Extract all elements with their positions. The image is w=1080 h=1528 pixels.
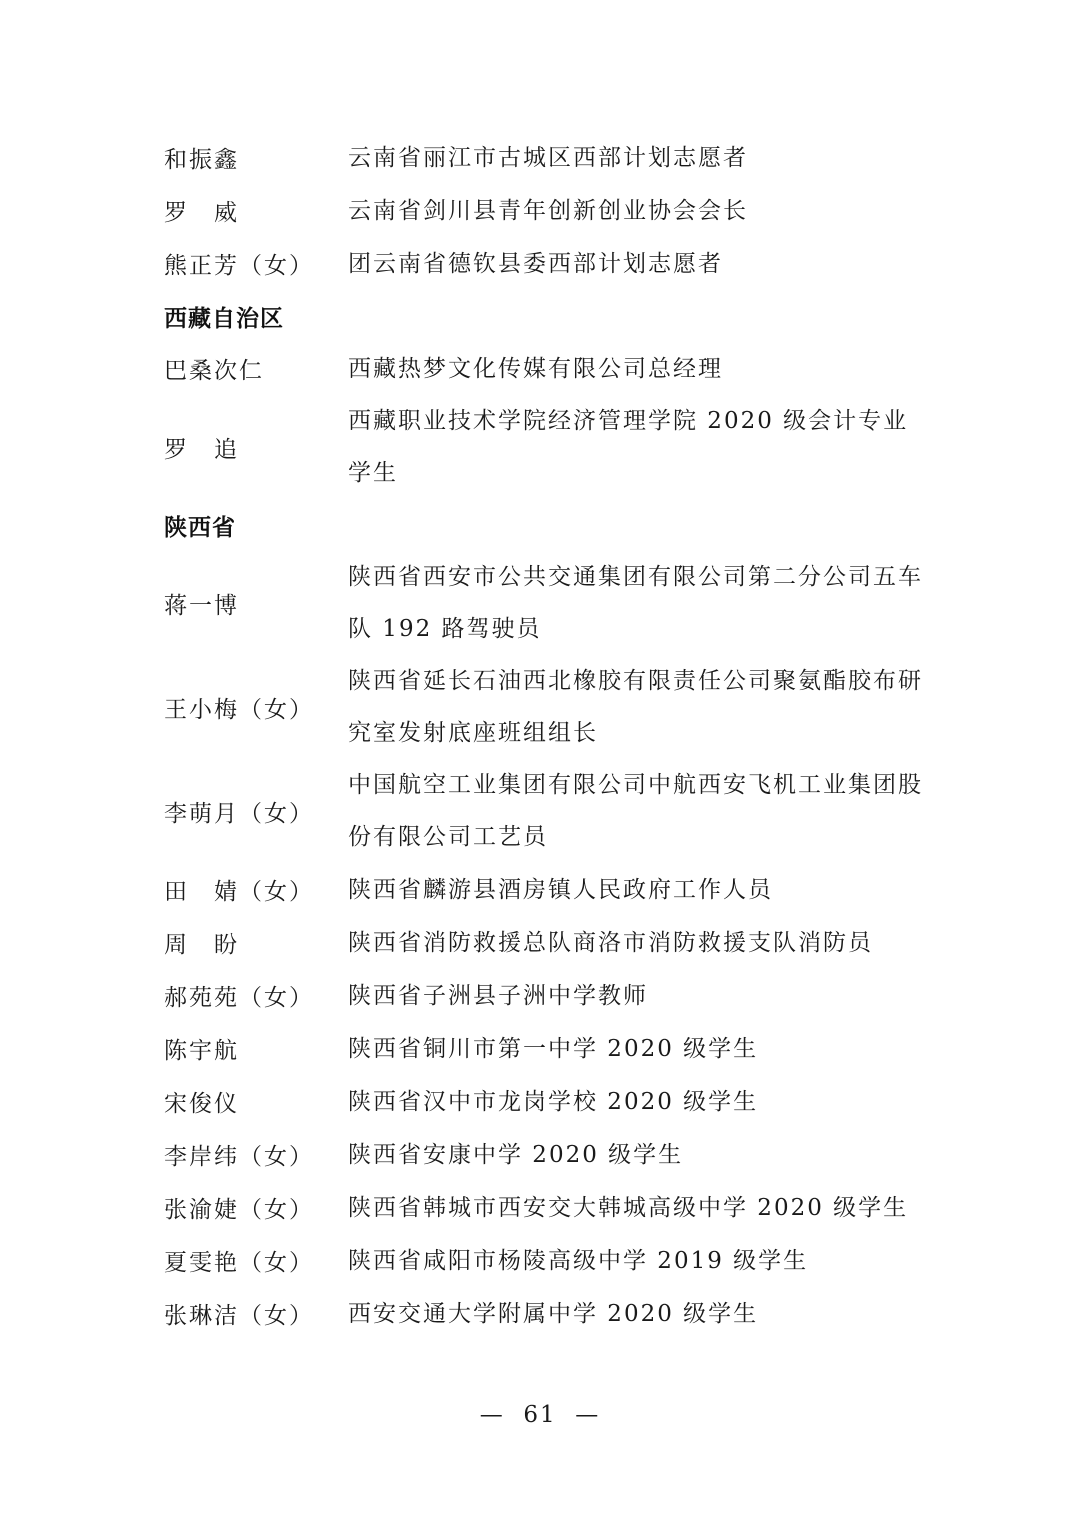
honoree-name: 夏雯艳（女）: [164, 1250, 314, 1276]
honoree-name: 宋俊仪: [164, 1091, 239, 1117]
honoree-description: 团云南省德钦县委西部计划志愿者: [348, 250, 723, 277]
honoree-description: 陕西省子洲县子洲中学教师: [348, 982, 648, 1009]
honoree-name: 熊正芳（女）: [164, 253, 314, 279]
list-item: [164, 1287, 924, 1340]
honoree-description: 陕西省麟游县酒房镇人民政府工作人员: [348, 876, 773, 903]
honoree-description: 陕西省延长石油西北橡胶有限责任公司聚氨酯胶布研究室发射底座班组组长: [348, 668, 923, 746]
list-item: [164, 551, 924, 655]
honoree-description: 西藏热梦文化传媒有限公司总经理: [348, 355, 723, 382]
honoree-name: 李萌月（女）: [164, 800, 314, 827]
honoree-description: 云南省丽江市古城区西部计划志愿者: [348, 144, 748, 171]
honoree-list: [164, 131, 924, 1340]
honoree-name: 郝苑苑（女）: [164, 985, 314, 1011]
honoree-description: 中国航空工业集团有限公司中航西安飞机工业集团股份有限公司工艺员: [348, 772, 923, 850]
list-item: [164, 655, 924, 759]
list-item: [164, 342, 924, 395]
honoree-name: 和振鑫: [164, 147, 239, 173]
section-heading-xizang: 西藏自治区: [164, 305, 284, 332]
honoree-name: 罗 追: [164, 436, 239, 463]
page-number: — 61 —: [479, 1402, 601, 1428]
list-item: [164, 916, 924, 969]
honoree-name: 陈宇航: [164, 1038, 239, 1064]
list-item: [164, 759, 924, 863]
honoree-description: 西藏职业技术学院经济管理学院 2020 级会计专业学生: [348, 408, 909, 486]
list-item: [164, 1075, 924, 1128]
list-item: [164, 863, 924, 916]
honoree-name: 王小梅（女）: [164, 696, 314, 723]
honoree-description: 西安交通大学附属中学 2020 级学生: [348, 1300, 759, 1327]
honoree-description: 陕西省汉中市龙岗学校 2020 级学生: [348, 1088, 759, 1115]
honoree-description: 陕西省铜川市第一中学 2020 级学生: [348, 1035, 759, 1062]
honoree-name: 巴桑次仁: [164, 358, 264, 384]
list-item: [164, 1128, 924, 1181]
list-item: [164, 131, 924, 184]
honoree-name: 罗 威: [164, 200, 239, 226]
list-item: [164, 395, 924, 499]
list-item: [164, 1022, 924, 1075]
list-item: [164, 1181, 924, 1234]
honoree-name: 蒋一博: [164, 592, 239, 619]
honoree-description: 云南省剑川县青年创新创业协会会长: [348, 197, 748, 224]
section-heading-shaanxi: 陕西省: [164, 514, 236, 541]
honoree-description: 陕西省韩城市西安交大韩城高级中学 2020 级学生: [348, 1194, 909, 1221]
honoree-description: 陕西省咸阳市杨陵高级中学 2019 级学生: [348, 1247, 809, 1274]
list-item: [164, 969, 924, 1022]
list-item: [164, 184, 924, 237]
honoree-name: 张琳洁（女）: [164, 1303, 314, 1329]
honoree-name: 张渝婕（女）: [164, 1197, 314, 1223]
honoree-name: 田 婧（女）: [164, 879, 314, 905]
honoree-description: 陕西省安康中学 2020 级学生: [348, 1141, 684, 1168]
honoree-name: 李岸纬（女）: [164, 1144, 314, 1170]
list-item: [164, 237, 924, 290]
honoree-description: 陕西省西安市公共交通集团有限公司第二分公司五车队 192 路驾驶员: [348, 564, 923, 642]
list-item: [164, 1234, 924, 1287]
honoree-name: 周 盼: [164, 932, 239, 958]
honoree-description: 陕西省消防救援总队商洛市消防救援支队消防员: [348, 929, 873, 956]
